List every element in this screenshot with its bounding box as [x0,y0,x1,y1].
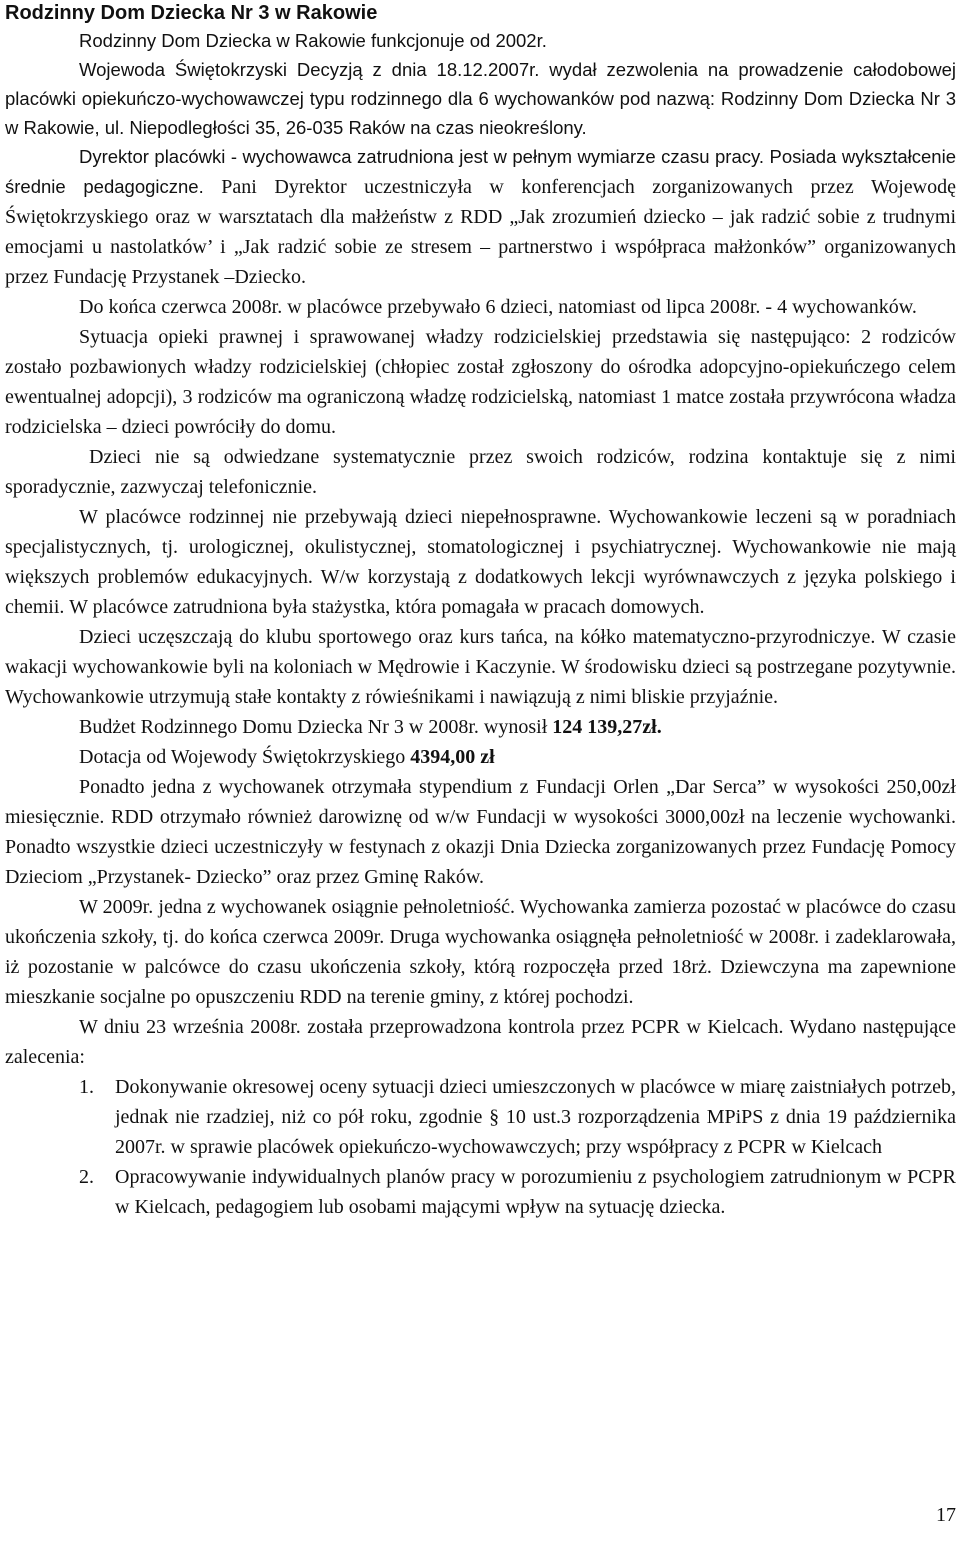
paragraph-activities: Dzieci uczęszczają do klubu sportowego oraz kurs tańca, na kółko matematyczno-przyrodniczye. W czasie wakacji wychowankowie byli na koloniach w Mędrowie i Kaczynie. W środowisku dzieci są postrzegane pozytywnie. Wychowankowie utrzymują stałe kontakty z rówieśnikami i nawiązują z nimi bliskie przyjaźnie. [5,626,956,708]
list-item-text: Dokonywanie okresowej oceny sytuacji dzieci umieszczonych w placówce w miarę zaistniałych potrzeb, jednak nie rzadziej, niż co pół roku, zgodnie § 10 ust.3 rozporządzenia MPiPS z dnia 19 października 2007r. w sprawie placówek opiekuńczo-wychowawczych; przy współpracy z PCPR w Kielcach [115,1076,956,1158]
list-item [5,1072,956,1162]
grant-value: 4394,00 zł [410,746,495,768]
paragraph-adulthood: W 2009r. jedna z wychowanek osiągnie pełnoletniość. Wychowanka zamierza pozostać w placówce do czasu ukończenia szkoły, tj. do końca czerwca 2009r. Druga wychowanka osiągnęła pełnoletniość w 2008r. i zadeklarowała, iż pozostanie w palcówce do czasu ukończenia szkoły, którą rozpoczęła przed 18rż. Dziewczyna ma zapewnione mieszkanie socjalne po opuszczeniu RDD na terenie gminy, z której pochodzi. [5,896,956,1008]
paragraph-health-education: W placówce rodzinnej nie przebywają dzieci niepełnosprawne. Wychowankowie leczeni są w poradniach specjalistycznych, tj. urologicznej, okulistycznej, stomatologicznej i psychiatrycznej. Wychowankowie nie mają większych problemów edukacyjnych. W/w korzystają z dodatkowych lekcji wyrównawczych z języka polskiego i chemii. W placówce zatrudniona była stażystka, która pomagała w pracach domowych. [5,506,956,618]
recommendations-list [5,1072,956,1222]
list-item-number: 2. [79,1166,94,1188]
director-intro-text: Dyrektor placówki - wychowawca zatrudniona jest w pełnym wymiarze czasu pracy. Posiada wykształcenie średnie pedagogiczne. [5,146,956,197]
paragraph-children-count: Do końca czerwca 2008r. w placówce przebywało 6 dzieci, natomiast od lipca 2008r. - 4 wychowanków. [79,296,917,318]
budget-label: Budżet Rodzinnego Domu Dziecka Nr 3 w 2008r. wynosił [79,716,553,738]
list-item-number: 1. [79,1076,94,1098]
list-item [5,1162,956,1222]
paragraph-grant [5,742,956,772]
list-item-text: Opracowywanie indywidualnych planów pracy w porozumieniu z psychologiem zatrudnionym w PCPR w Kielcach, pedagogiem lub osobami mającymi wpływ na sytuację dziecka. [115,1166,956,1218]
budget-value: 124 139,27zł. [552,716,662,738]
paragraph-parent-contact: Dzieci nie są odwiedzane systematycznie przez swoich rodziców, rodzina kontaktuje się z nimi sporadycznie, zazwyczaj telefonicznie. [5,446,956,498]
paragraph-decision: Wojewoda Świętokrzyski Decyzją z dnia 18.12.2007r. wydał zezwolenia na prowadzenie całodobowej placówki opiekuńczo-wychowawczej typu rodzinnego dla 6 wychowanków pod nazwą: Rodzinny Dom Dziecka Nr 3 w Rakowie, ul. Niepodległości 35, 26-035 Raków na czas nieokreślony. [5,59,956,138]
paragraph-budget [5,712,956,742]
grant-label: Dotacja od Wojewody Świętokrzyskiego [79,746,411,768]
paragraph-legal-custody: Sytuacja opieki prawnej i sprawowanej władzy rodzicielskiej przedstawia się następująco: 2 rodziców zostało pozbawionych władzy rodzicielskiej (chłopiec został zgłoszony do ośrodka adopcyjno-opiekuńczego celem ewentualnej adopcji), 3 rodziców ma ograniczoną władzę rodzicielską, natomiast 1 matce została przywrócona władza rodzicielska – dzieci powróciły do domu. [5,326,956,438]
page-number: 17 [936,1504,956,1526]
paragraph-inspection: W dniu 23 września 2008r. została przeprowadzona kontrola przez PCPR w Kielcach. Wydano następujące zalecenia: [5,1016,956,1068]
paragraph-founding: Rodzinny Dom Dziecka w Rakowie funkcjonuje od 2002r. [79,30,547,51]
paragraph-scholarship: Ponadto jedna z wychowanek otrzymała stypendium z Fundacji Orlen „Dar Serca” w wysokości 250,00zł miesięcznie. RDD otrzymało również darowiznę od w/w Fundacji w wysokości 3000,00zł na leczenie wychowanki. Ponadto wszystkie dzieci uczestniczyły w festynach z okazji Dnia Dziecka zorganizowanych przez Fundację Pomocy Dzieciom „Przystanek- Dziecko” oraz przez Gminę Raków. [5,776,956,888]
paragraph-director [5,142,956,292]
document-title: Rodzinny Dom Dziecka Nr 3 w Rakowie [5,2,378,24]
director-training-text: Pani Dyrektor uczestniczyła w konferencjach zorganizowanych przez Wojewodę Świętokrzyskiego oraz w warsztatach dla małżeństw z RDD „Jak zrozumień dziecko – jak radzić sobie z trudnymi emocjami u nastolatków’ i „Jak radzić sobie ze stresem – partnerstwo i współpraca małżonków” organizowanych przez Fundację Przystanek –Dziecko. [5,176,957,288]
